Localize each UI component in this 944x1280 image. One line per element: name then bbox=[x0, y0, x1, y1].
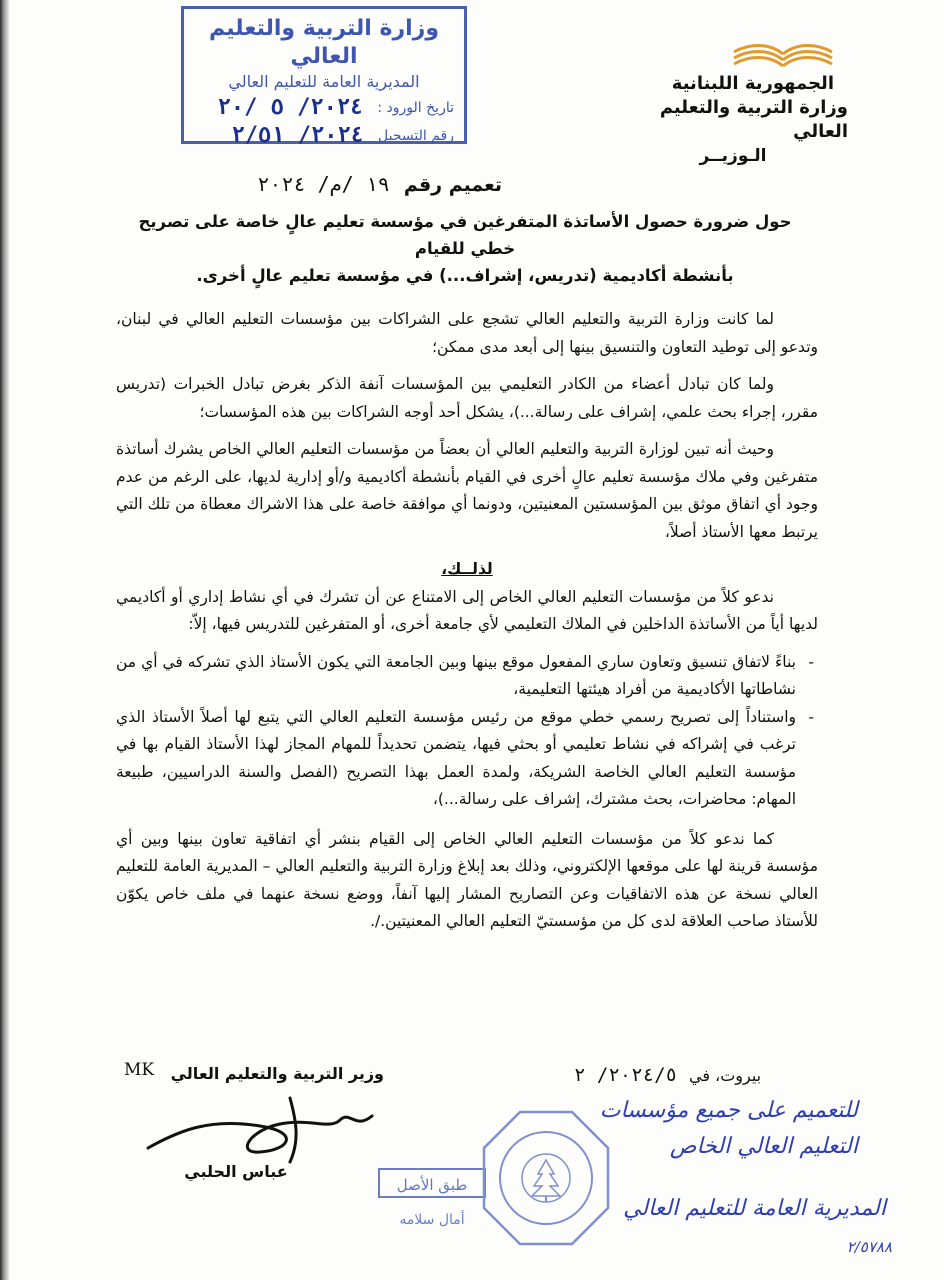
handwritten-note-1: للتعميم على جميع مؤسسات bbox=[599, 1098, 858, 1123]
paragraph-5: كما ندعو كلاً من مؤسسات التعليم العالي الخاص إلى القيام بنشر أي اتفاقية تعاون بينها وبين أي مؤسسة قرينة لها على موقعها الإلكتروني، وذلك بعد إبلاغ وزارة التربية والتعليم العالي – المديرية العامة للتعليم العالي نسخة عن هذه الاتفاقيات وعن التصاريح المشار إليها آنفاً، ووضع نسخة عنهما في ملف خاص يكوّن للأستاذ صاحب العلاقة لدى كل من مؤسستيّ التعليم العالي المعنيتين./. bbox=[116, 829, 818, 930]
stamp-registration-row bbox=[194, 123, 454, 149]
therefore-heading: لذلــك، bbox=[441, 560, 493, 578]
condition-2: - واستناداً إلى تصريح رسمي خطي موقع من رئيس مؤسسة التعليم العالي التي يتبع لها أصلاً الأستاذ الذي ترغب في إشراكه في نشاط تعليمي أو بحثي فيها، يتضمن تحديداً للمهام المجاز لهذا الأستاذ القيام بها في مؤسسة التعليم العالي الخاصة الشريكة، ولمدة العمل بهذا التصريح (الفصل والسنة الدراسيين، طبيعة المهام: محاضرات، بحث مشترك، إشراف على رسالة...)، bbox=[116, 704, 818, 814]
minister-signature bbox=[140, 1090, 380, 1170]
circular-label: تعميم رقم bbox=[403, 174, 502, 196]
stamp-arrival-label: تاريخ الورود : bbox=[377, 100, 454, 116]
place-date bbox=[574, 1064, 761, 1086]
handwritten-note-2: التعليم العالي الخاص bbox=[669, 1134, 858, 1159]
circular-number-line bbox=[257, 172, 502, 196]
stamp-arrival-row bbox=[194, 95, 454, 121]
minister-office-title: الـوزيــر bbox=[699, 146, 767, 166]
clerk-name: أمال سلامه bbox=[399, 1212, 465, 1228]
paragraph-4: ندعو كلاً من مؤسسات التعليم العالي الخاص إلى الامتناع عن أن تشرك في أي نشاط إداري أو أكاديمي لديها أياً من الأساتذة الداخلين في الملاك التعليمي لأي جامعة أخرى، أو المتفرغين للتدريس فيها، إلاّ: bbox=[116, 587, 818, 633]
subject-line-2: بأنشطة أكاديمية (تدريس، إشراف...) في مؤسسة تعليم عالٍ أخرى. bbox=[196, 266, 734, 285]
paragraph-2: ولما كان تبادل أعضاء من الكادر التعليمي بين المؤسسات آنفة الذكر بغرض تبادل الخبرات (تدريس مقرر، إجراء بحث علمي، إشراف على رسالة...)، يشكل أحد أوجه الشراكات بين هذه المؤسسات؛ bbox=[116, 375, 818, 421]
minister-name: عباس الحلبي bbox=[184, 1162, 288, 1181]
circular-subject bbox=[120, 208, 810, 289]
ministry-title: وزارة التربية والتعليم العالي bbox=[659, 97, 848, 142]
subject-line-1: حول ضرورة حصول الأساتذة المتفرغين في مؤسسة تعليم عالٍ خاصة على تصريح خطي للقيام bbox=[138, 212, 792, 258]
handwritten-reference: ٢/٥٧٨٨ bbox=[846, 1238, 892, 1256]
paragraph-3: وحيث أنه تبين لوزارة التربية والتعليم العالي أن بعضاً من مؤسسات التعليم العالي الخاص يشرك أساتذة متفرغين وفي ملاك مؤسسة تعليم عالٍ أخرى في القيام بأنشطة أكاديمية و/أو إدارية لديها، على الرغم من عدم وجود أي اتفاق موثق بين المؤسستين المعنيتين، ودونما أي موافقة خاصة على هذا الاشراك معطاة من تلك التي يرتبط معها الأستاذ أصلاً، bbox=[116, 440, 818, 541]
letterhead bbox=[618, 72, 848, 168]
stamp-ministry: وزارة التربية والتعليم العالي bbox=[209, 16, 439, 69]
stamp-registration-label: رقم التسجيل bbox=[378, 128, 454, 144]
stamp-registration-value: ٢٠٢٤/ ٢/٥١ bbox=[231, 123, 365, 148]
stamp-directorate: المديرية العامة للتعليم العالي bbox=[228, 72, 420, 91]
stamp-arrival-value: ٢٠٢٤/ ٥ /٢٠ bbox=[217, 95, 364, 120]
issue-date: ٢٠٢٤/٥/ ٢ bbox=[574, 1064, 677, 1086]
paragraph-1: لما كانت وزارة التربية والتعليم العالي تشجع على الشراكات بين مؤسسات التعليم العالي في لبنان، وتدعو إلى توطيد التعاون والتنسيق بينها إلى أبعد مدى ممكن؛ bbox=[116, 310, 818, 356]
scan-edge-shadow bbox=[0, 0, 10, 1280]
handwritten-note-3: المديرية العامة للتعليم العالي bbox=[623, 1196, 886, 1221]
initials: MK bbox=[124, 1060, 155, 1080]
ministry-book-logo bbox=[728, 24, 838, 74]
circular-number: ١٩ /م/ ٢٠٢٤ bbox=[257, 172, 390, 196]
republic-title: الجمهورية اللبنانية bbox=[671, 73, 834, 94]
minister-signature-title bbox=[124, 1060, 384, 1083]
condition-1: - بناءً لاتفاق تنسيق وتعاون ساري المفعول موقع بينها وبين الجامعة التي يكون الأستاذ الذي تشركه في أي من نشاطاتها الأكاديمية من أفراد هيئتها التعليمية، bbox=[116, 649, 818, 704]
circular-body bbox=[116, 306, 818, 946]
minister-title-text: وزير التربية والتعليم العالي bbox=[170, 1064, 384, 1083]
conditions-list bbox=[116, 649, 818, 814]
official-seal bbox=[480, 1108, 612, 1248]
place-date-label: بيروت، في bbox=[688, 1066, 762, 1085]
true-copy-stamp: طبق الأصل bbox=[378, 1168, 486, 1198]
reception-stamp bbox=[181, 6, 467, 148]
